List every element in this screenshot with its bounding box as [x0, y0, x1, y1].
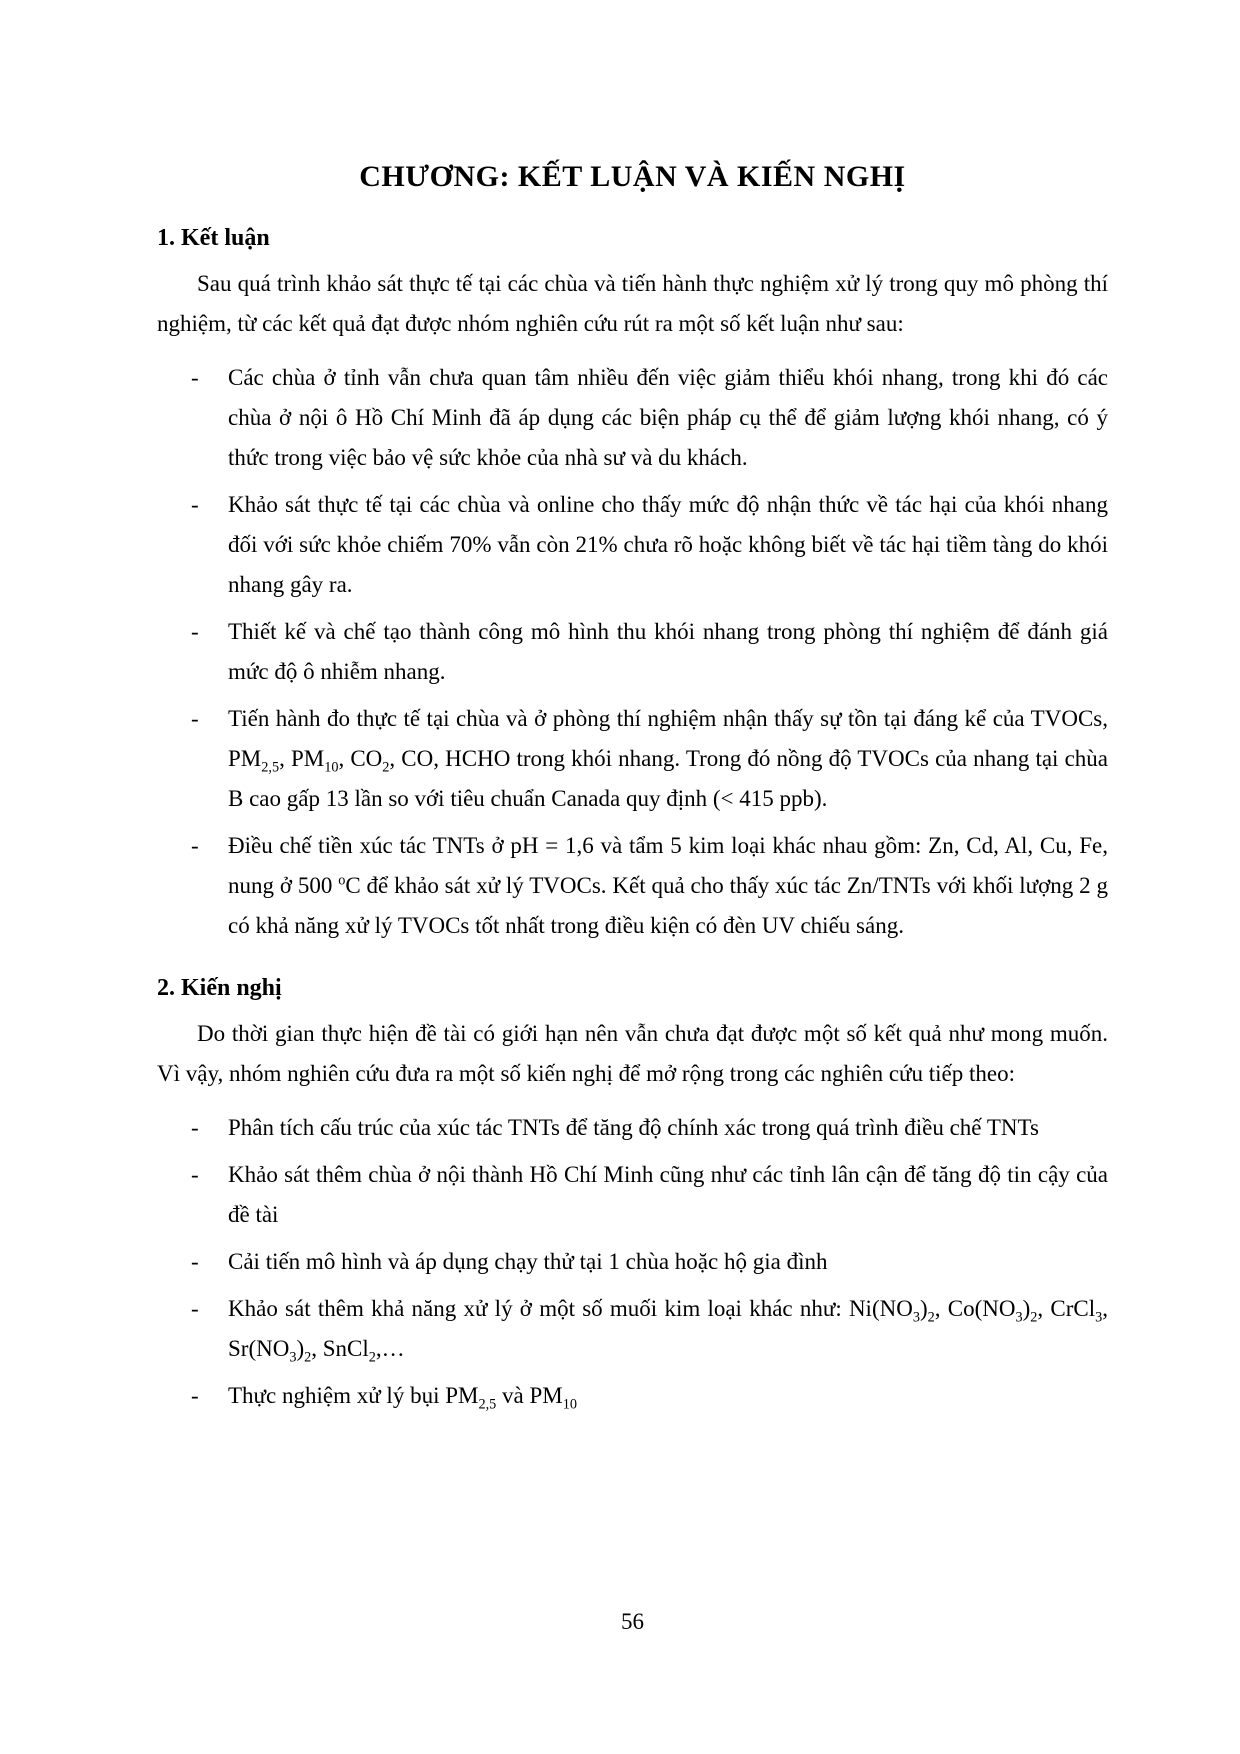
bullet-marker: - [191, 1115, 199, 1140]
bullet-list [157, 358, 1108, 946]
section-ket-luan [157, 222, 1108, 946]
section-heading: 1. Kết luận [157, 225, 270, 251]
bullet-marker: - [191, 1162, 199, 1187]
list-item [157, 485, 1108, 605]
bullet-marker: - [191, 365, 199, 390]
list-item-text: Tiến hành đo thực tế tại chùa và ở phòng thí nghiệm nhận thấy sự tồn tại đáng kể của TVOCs, $PM_{2,5}$, $PM_{10}$, $CO_2$, CO, HCHO trong khói nhang. Trong đó nồng độ TVOCs của nhang tại chùa B cao gấp 13 lần so với tiêu chuẩn Canada quy định (< 415 ppb). [228, 706, 1109, 811]
list-item [157, 1376, 1108, 1416]
section-intro-paragraph: Sau quá trình khảo sát thực tế tại các chùa và tiến hành thực nghiệm xử lý trong quy mô phòng thí nghiệm, từ các kết quả đạt được nhóm nghiên cứu rút ra một số kết luận như sau: [157, 271, 1108, 336]
list-item [157, 612, 1108, 692]
section-intro-paragraph: Do thời gian thực hiện đề tài có giới hạn nên vẫn chưa đạt được một số kết quả như mong muốn. Vì vậy, nhóm nghiên cứu đưa ra một số kiến nghị để mở rộng trong các nghiên cứu tiếp theo: [157, 1021, 1108, 1086]
section-kien-nghi [157, 972, 1108, 1416]
section-heading: 2. Kiến nghị [157, 975, 282, 1001]
list-item [157, 358, 1108, 478]
bullet-marker: - [191, 619, 199, 644]
list-item [157, 1289, 1108, 1369]
list-item-text: Thiết kế và chế tạo thành công mô hình thu khói nhang trong phòng thí nghiệm để đánh giá mức độ ô nhiễm nhang. [228, 619, 1108, 684]
bullet-marker: - [191, 833, 199, 858]
list-item [157, 1242, 1108, 1282]
list-item-text: Khảo sát thêm khả năng xử lý ở một số muối kim loại khác như: $Ni(NO_3)_2$, $Co(NO_3)_2$, CrCl$_3$, $Sr(NO_3)_2$, SnCl$_2$,… [228, 1296, 1108, 1366]
bullet-marker: - [191, 1383, 199, 1408]
bullet-marker: - [191, 1296, 199, 1321]
list-item-text: Các chùa ở tỉnh vẫn chưa quan tâm nhiều đến việc giảm thiểu khói nhang, trong khi đó các chùa ở nội ô Hồ Chí Minh đã áp dụng các biện pháp cụ thể để giảm lượng khói nhang, có ý thức trong việc bảo vệ sức khỏe của nhà sư và du khách. [228, 365, 1108, 470]
page-number: 56 [621, 1609, 644, 1634]
page-title: CHƯƠNG: KẾT LUẬN VÀ KIẾN NGHỊ [359, 160, 906, 193]
bullet-marker: - [191, 706, 199, 731]
bullet-marker: - [191, 492, 199, 517]
list-item-text: Phân tích cấu trúc của xúc tác TNTs để tăng độ chính xác trong quá trình điều chế TNTs [228, 1115, 1039, 1140]
list-item-text: Khảo sát thêm chùa ở nội thành Hồ Chí Minh cũng như các tỉnh lân cận để tăng độ tin cậy của đề tài [228, 1162, 1108, 1227]
bullet-marker: - [191, 1249, 199, 1274]
list-item [157, 1108, 1108, 1148]
list-item [157, 1155, 1108, 1235]
list-item-text: Điều chế tiền xúc tác TNTs ở pH = 1,6 và tẩm 5 kim loại khác nhau gồm: Zn, Cd, Al, Cu, Fe, nung ở 500 $^o$C để khảo sát xử lý TVOCs. Kết quả cho thấy xúc tác Zn/TNTs với khối lượng 2 g có khả năng xử lý TVOCs tốt nhất trong điều kiện có đèn UV chiếu sáng. [228, 833, 1108, 938]
list-item-text: Khảo sát thực tế tại các chùa và online cho thấy mức độ nhận thức về tác hại của khói nhang đối với sức khỏe chiếm 70% vẫn còn 21% chưa rõ hoặc không biết về tác hại tiềm tàng do khói nhang gây ra. [228, 492, 1108, 597]
list-item [157, 826, 1108, 946]
bullet-list [157, 1108, 1108, 1416]
list-item [157, 699, 1108, 819]
list-item-text: Cải tiến mô hình và áp dụng chạy thử tại 1 chùa hoặc hộ gia đình [228, 1249, 828, 1274]
list-item-text: Thực nghiệm xử lý bụi $PM_{2,5}$ và $PM_{10}$ [228, 1383, 577, 1413]
